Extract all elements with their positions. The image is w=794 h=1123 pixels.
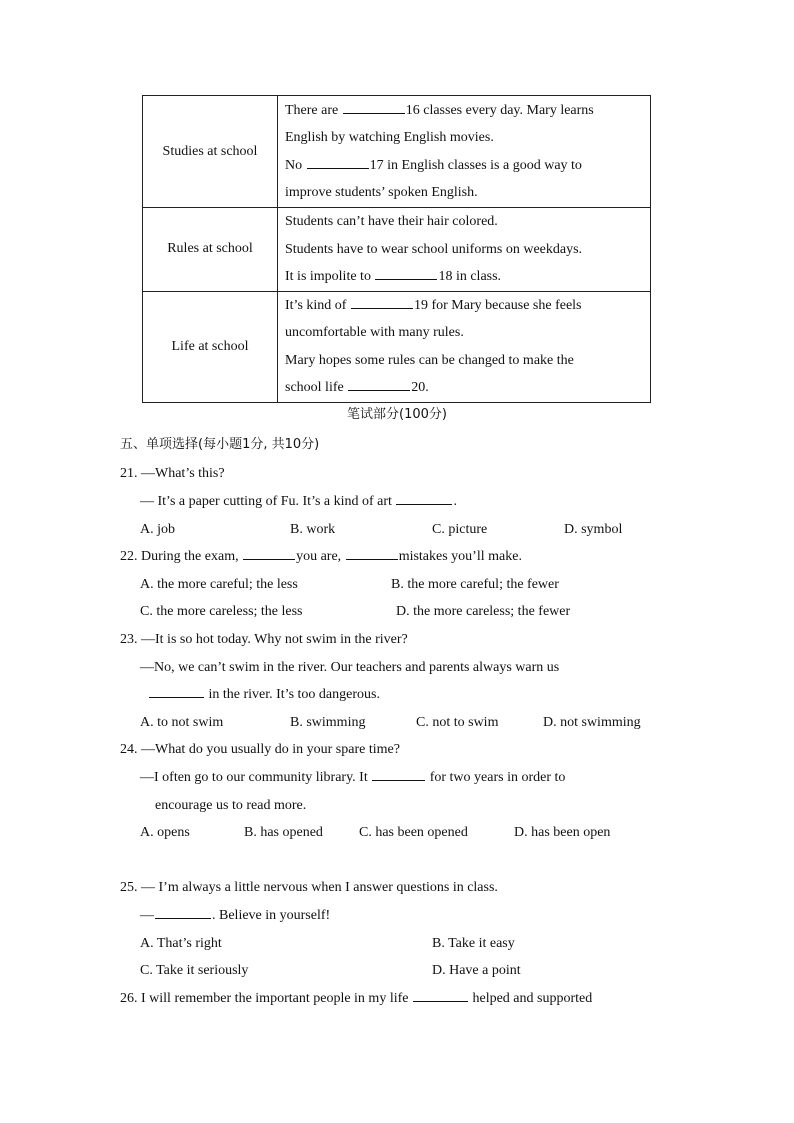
- answer-blank: [149, 685, 204, 698]
- table-line: improve students’ spoken English.: [285, 185, 478, 200]
- row-content: [278, 96, 651, 208]
- option-c: C. not to swim: [416, 715, 499, 730]
- option-d: D. Have a point: [432, 963, 521, 978]
- option-d: D. not swimming: [543, 715, 641, 730]
- option-b: B. work: [290, 522, 336, 537]
- table-line: No 17 in English classes is a good way to: [285, 157, 582, 173]
- option-a: A. opens: [140, 825, 190, 840]
- table-line: uncomfortable with many rules.: [285, 325, 464, 340]
- question-25: 25. — I’m always a little nervous when I answer questions in class.: [120, 880, 498, 895]
- question-24-line-3: encourage us to read more.: [155, 798, 307, 813]
- written-section-title: 笔试部分(100分): [347, 407, 447, 422]
- option-c: C. Take it seriously: [140, 963, 249, 978]
- question-21-line-2: — It’s a paper cutting of Fu. It’s a kind of art .: [140, 494, 457, 509]
- question-23-line-2: —No, we can’t swim in the river. Our teachers and parents always warn us: [140, 660, 560, 675]
- question-26: 26. I will remember the important people in my life helped and supported: [120, 991, 593, 1006]
- question-25-line-2: — . Believe in yourself!: [140, 908, 331, 923]
- table-row: [143, 208, 651, 292]
- question-23: 23. —It is so hot today. Why not swim in the river?: [120, 632, 408, 647]
- option-c: C. has been opened: [359, 825, 468, 840]
- answer-blank: [375, 267, 437, 280]
- row-content: [278, 208, 651, 292]
- question-24-line-2: —I often go to our community library. It for two years in order to: [140, 770, 566, 785]
- option-b: B. has opened: [244, 825, 323, 840]
- answer-blank: [372, 768, 425, 781]
- table-line: Students can’t have their hair colored.: [285, 214, 498, 229]
- option-b: B. the more careful; the fewer: [391, 577, 559, 592]
- table-line: There are 16 classes every day. Mary learns: [285, 102, 594, 118]
- answer-blank: [343, 101, 405, 114]
- option-d: D. symbol: [564, 522, 623, 537]
- answer-blank: [348, 378, 410, 391]
- option-d: D. has been open: [514, 825, 611, 840]
- option-a: A. job: [140, 522, 175, 537]
- answer-blank: [307, 156, 369, 169]
- table-line: Students have to wear school uniforms on weekdays.: [285, 241, 583, 257]
- table-line: It’s kind of 19 for Mary because she feels: [285, 297, 582, 313]
- table-line: Mary hopes some rules can be changed to make the: [285, 352, 574, 368]
- school-life-table: [142, 95, 651, 403]
- table-line: It is impolite to 18 in class.: [285, 269, 502, 284]
- option-c: C. picture: [432, 522, 488, 537]
- option-d: D. the more careless; the fewer: [396, 604, 571, 619]
- option-c: C. the more careless; the less: [140, 604, 303, 619]
- option-b: B. Take it easy: [432, 936, 515, 951]
- option-a: A. the more careful; the less: [140, 577, 298, 592]
- answer-blank: [351, 296, 413, 309]
- question-22: 22. During the exam, you are, mistakes you’ll make.: [120, 549, 522, 564]
- table-line: English by watching English movies.: [285, 130, 494, 145]
- row-label: Studies at school: [143, 96, 278, 208]
- answer-blank: [413, 989, 468, 1002]
- question-23-line-3: in the river. It’s too dangerous.: [148, 685, 380, 705]
- section-five-title: 五、单项选择(每小题1分, 共10分): [120, 437, 320, 452]
- option-b: B. swimming: [290, 715, 366, 730]
- question-21: 21. —What’s this?: [120, 466, 225, 481]
- answer-blank: [243, 547, 295, 560]
- table-row: [143, 291, 651, 402]
- question-24: 24. —What do you usually do in your spare time?: [120, 742, 400, 757]
- row-label: Life at school: [143, 291, 278, 402]
- row-content: [278, 291, 651, 402]
- answer-blank: [155, 906, 211, 919]
- answer-blank: [346, 547, 398, 560]
- option-a: A. to not swim: [140, 715, 224, 730]
- table-row: [143, 96, 651, 208]
- option-a: A. That’s right: [140, 936, 222, 951]
- row-label: Rules at school: [143, 208, 278, 292]
- table-line: school life 20.: [285, 380, 429, 395]
- answer-blank: [396, 492, 452, 505]
